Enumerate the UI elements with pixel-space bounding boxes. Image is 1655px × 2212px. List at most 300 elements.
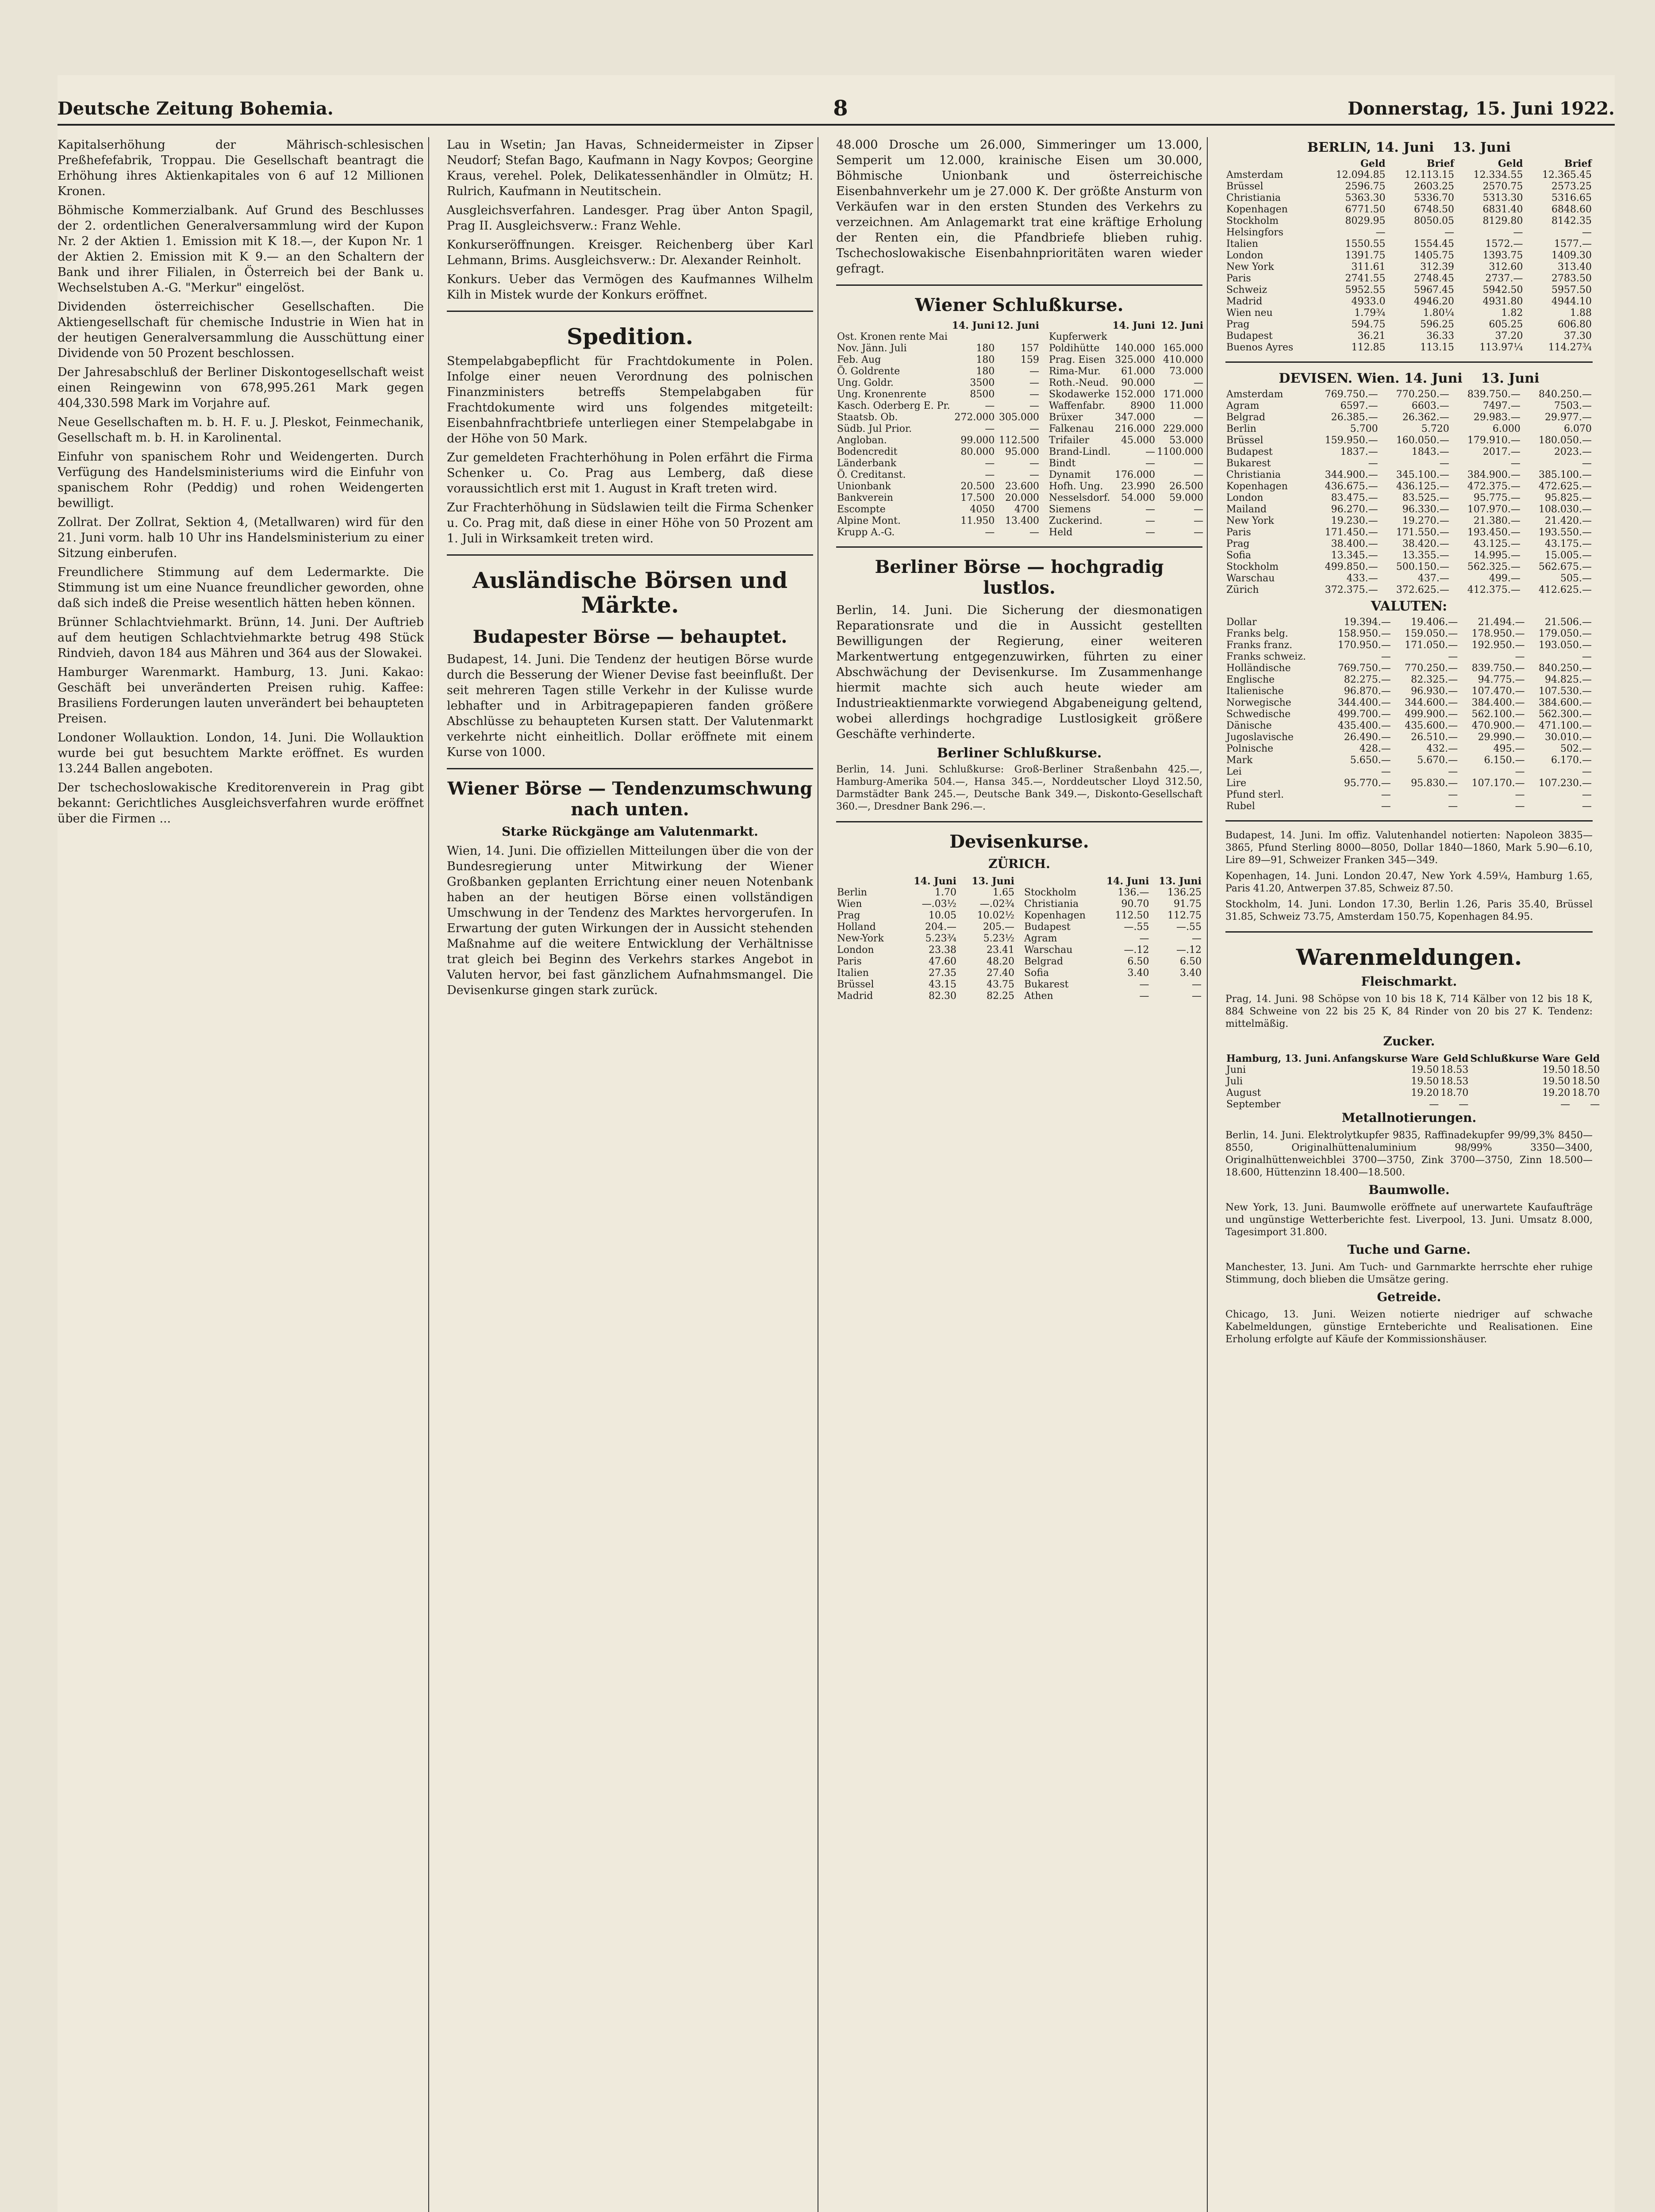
table-cell: 29.983.—	[1473, 412, 1521, 423]
table-cell: 12.365.45	[1542, 169, 1592, 180]
row-label: Brand-Lindl.	[1049, 446, 1111, 457]
table-cell: —	[1515, 801, 1525, 812]
section-title-spedition: Spedition.	[566, 323, 694, 349]
table-cell: 7503.—	[1554, 400, 1592, 411]
table-cell: 26.500	[1169, 481, 1204, 492]
table-row	[1225, 169, 1593, 181]
baumwolle-title: Baumwolle.	[1368, 1183, 1450, 1197]
table-cell: —	[1192, 991, 1202, 1002]
row-label: September	[1226, 1099, 1281, 1110]
row-label: Norwegische	[1226, 697, 1291, 708]
devisenkurse-title: Devisenkurse.	[949, 831, 1089, 852]
table-cell: —	[1029, 377, 1040, 388]
row-label: Roth.-Neud.	[1049, 377, 1109, 388]
table-row	[836, 331, 1040, 343]
article: Budapest, 14. Juni. Im offiz. Valutenhandel notierten: Napoleon 3835—3865, Pfund Sterling 8000—8050, Dollar 1840—1860, Mark 5.90—6.10, Lire 89—91, Schweizer Franken 345—349.	[1225, 830, 1593, 866]
table-cell: —	[1582, 789, 1592, 800]
row-label: Lire	[1226, 778, 1247, 789]
table-row	[836, 354, 1040, 366]
row-label: Franks schweiz.	[1226, 651, 1306, 662]
table-cell: 433.—	[1346, 573, 1378, 584]
table-cell: 1843.—	[1411, 446, 1449, 457]
table-cell: 5.650.—	[1350, 755, 1391, 766]
table-row	[1023, 968, 1202, 979]
table-row	[1225, 273, 1593, 284]
table-cell: —	[1145, 458, 1156, 469]
table-cell: 82.25	[987, 991, 1014, 1002]
table-row	[1048, 446, 1204, 458]
table-cell: 152.000	[1115, 389, 1156, 400]
table-cell: 43.75	[987, 979, 1014, 990]
table-row	[1225, 801, 1593, 812]
article: Brünner Schlachtviehmarkt. Brünn, 14. Juni. Der Auftrieb auf dem heutigen Schlachtviehmarkte betrug 498 Stück Rindvieh, davon 184 aus Mähren und 364 aus der Slowakei.	[58, 615, 424, 660]
row-label: London	[1226, 492, 1263, 503]
table-cell: 562.675.—	[1539, 561, 1592, 572]
table-cell: 305.000	[999, 412, 1040, 423]
table-row	[1048, 354, 1204, 366]
row-label: Zürich	[1226, 584, 1259, 595]
article: Kopenhagen, 14. Juni. London 20.47, New York 4.59¼, Hamburg 1.65, Paris 41.20, Antwerpen 37.85, Schweiz 87.50.	[1225, 871, 1593, 894]
column-header: 13. Juni	[971, 876, 1014, 887]
row-label: Englische	[1226, 674, 1275, 685]
table-cell: 6.50	[1127, 956, 1149, 967]
table-cell: —	[1510, 458, 1521, 469]
row-label: Siemens	[1049, 504, 1091, 515]
table-cell: 94.825.—	[1545, 674, 1592, 685]
table-row	[1225, 261, 1593, 273]
row-label: Madrid	[1226, 296, 1263, 307]
newspaper-name: Deutsche Zeitung Bohemia.	[58, 98, 334, 119]
column-header: Geld	[1443, 1053, 1469, 1064]
table-cell: 8129.80	[1482, 215, 1523, 227]
table-cell: —	[1145, 527, 1156, 538]
table-cell: —	[1439, 458, 1449, 469]
table-cell: 176.000	[1115, 469, 1156, 480]
table-cell: 95.775.—	[1473, 492, 1521, 503]
row-label: Kopenhagen	[1024, 910, 1086, 921]
table-row	[1225, 663, 1593, 674]
table-cell: —	[1582, 458, 1592, 469]
table-cell: 61.000	[1121, 366, 1156, 377]
table-cell: 5967.45	[1414, 284, 1455, 296]
table-row	[1048, 366, 1204, 377]
table-row	[836, 469, 1040, 481]
table-row	[1225, 330, 1593, 342]
table-cell: 1.65	[993, 887, 1014, 898]
table-cell: —.12	[1124, 945, 1149, 956]
columns	[58, 137, 1615, 2212]
table-cell: —	[1194, 377, 1204, 388]
table-cell: 171.000	[1163, 389, 1204, 400]
table-cell: —	[1029, 400, 1040, 411]
table-row	[1225, 1076, 1601, 1087]
table-cell: 8900	[1130, 400, 1156, 411]
table-row	[1225, 400, 1593, 412]
table-cell: —.02¾	[979, 899, 1014, 910]
table-cell: 4933.0	[1351, 296, 1386, 307]
table-row	[836, 481, 1040, 492]
table-cell: 136.—	[1117, 887, 1149, 898]
table-cell: 6848.60	[1551, 204, 1592, 215]
table-cell: —	[1029, 366, 1040, 377]
zucker-table	[1225, 1053, 1601, 1110]
table-row	[1048, 435, 1204, 446]
table-cell: —	[1444, 227, 1455, 238]
table-cell: 4946.20	[1414, 296, 1455, 307]
table-cell: —	[1513, 227, 1523, 238]
table-cell: 13.355.—	[1402, 550, 1449, 561]
column-header: 14. Juni	[1106, 876, 1149, 887]
table-cell: 26.385.—	[1331, 412, 1378, 423]
article: Kapitalserhöhung der Mährisch-schlesischen Preßhefefabrik, Troppau. Die Gesellschaft beantragt die Erhöhung ihres Aktienkapitales von 6 auf 12 Millionen Kronen.	[58, 138, 424, 198]
table-row	[836, 922, 1015, 933]
row-label: Warschau	[1024, 945, 1073, 956]
table-row	[1023, 899, 1202, 910]
row-label: Nesselsdorf.	[1049, 492, 1110, 503]
devisen-table-left	[836, 876, 1015, 1002]
table-cell: 344.400.—	[1337, 697, 1391, 708]
table-cell: 107.170.—	[1471, 778, 1525, 789]
table-cell: 205.—	[983, 922, 1014, 933]
row-label: Staatsb. Ob.	[837, 412, 898, 423]
table-cell: 112.500	[999, 435, 1040, 446]
row-label: Christiania	[1226, 192, 1281, 204]
table-cell: 840.250.—	[1539, 663, 1592, 674]
table-cell: 1572.—	[1485, 238, 1523, 250]
table-cell: 605.25	[1489, 319, 1523, 330]
table-cell: 12.334.55	[1473, 169, 1523, 180]
valuten-title: VALUTEN:	[1371, 599, 1448, 614]
wiener-schlusskurse-tables	[836, 320, 1202, 538]
table-cell: 193.550.—	[1539, 527, 1592, 538]
table-cell: 313.40	[1558, 261, 1592, 273]
table-row	[836, 389, 1040, 400]
table-cell: 5.23½	[983, 933, 1014, 944]
table-cell: —.03½	[922, 899, 956, 910]
table-cell: 18.70	[1572, 1087, 1600, 1098]
table-cell: 47.60	[928, 956, 956, 967]
table-row	[1225, 492, 1593, 504]
table-cell: 410.000	[1163, 354, 1204, 365]
table-cell: 2741.55	[1345, 273, 1386, 284]
table-cell: 2603.25	[1414, 181, 1455, 192]
row-label: Ung. Kronenrente	[837, 389, 926, 400]
table-row	[1048, 423, 1204, 435]
table-cell: 1391.75	[1345, 250, 1386, 261]
table-cell: 4944.10	[1551, 296, 1592, 307]
table-cell: —	[985, 527, 995, 538]
table-cell: 3.40	[1127, 968, 1149, 979]
table-cell: 18.53	[1440, 1076, 1469, 1087]
article: Prag, 14. Juni. 98 Schöpse von 10 bis 18 K, 714 Kälber von 12 bis 18 K, 884 Schweine von 22 bis 25 K, 84 Rinder von 20 bis 27 K. Tendenz: mittelmäßig.	[1225, 994, 1593, 1029]
table-cell: 384.400.—	[1471, 697, 1525, 708]
table-row	[1048, 515, 1204, 527]
row-label: Belgrad	[1226, 412, 1266, 423]
table-cell: 108.030.—	[1539, 504, 1592, 515]
table-cell: 10.05	[928, 910, 956, 921]
divider	[836, 546, 1202, 548]
table-cell: 432.—	[1426, 743, 1458, 754]
table-cell: 19.270.—	[1402, 515, 1449, 526]
table-cell: 5316.65	[1551, 192, 1592, 204]
table-row	[1225, 1087, 1601, 1099]
table-row	[1225, 628, 1593, 640]
table-cell: —	[1459, 1099, 1469, 1110]
table-cell: 45.000	[1121, 435, 1156, 446]
table-cell: —	[1029, 389, 1040, 400]
table-cell: 495.—	[1493, 743, 1525, 754]
article: Zur gemeldeten Frachterhöhung in Polen erfährt die Firma Schenker u. Co. Prag aus Lemberg, daß diese voraussichtlich erst mit 1. August in Kraft treten wird.	[447, 451, 813, 495]
table-cell: 95.000	[1005, 446, 1040, 457]
table-cell: 272.000	[954, 412, 995, 423]
table-cell: 2573.25	[1551, 181, 1592, 192]
table-row	[1225, 192, 1593, 204]
table-row	[1225, 674, 1593, 686]
article: Berlin, 14. Juni. Die Sicherung der diesmonatigen Reparationsrate und die in Aussicht gestellten Bewilligungen der Regierung, einer weiteren Markentwertung entgegenzuwirken, führten zu einer Abschwächung der Devisenkurse. Im Zusammenhange hiermit machte sich auch heute wieder am Industrieaktienmarkte vorwiegend Abgabeneigung geltend, wobei allerdings hochgradige Lustlosigkeit größere Geschäfte verhinderte.	[836, 603, 1202, 741]
table-cell: 1577.—	[1554, 238, 1592, 250]
table-row	[1225, 227, 1593, 238]
table-row	[1225, 412, 1593, 423]
table-row	[1023, 887, 1202, 899]
row-label: Mailand	[1226, 504, 1267, 515]
row-label: Stockholm	[1226, 561, 1279, 572]
table-row	[1023, 922, 1202, 933]
row-label: Paris	[1226, 527, 1251, 538]
table-cell: 2737.—	[1485, 273, 1523, 284]
row-label: Christiania	[1226, 469, 1281, 480]
table-cell: 26.490.—	[1344, 732, 1391, 743]
table-cell: 107.230.—	[1539, 778, 1592, 789]
table-cell: 435.400.—	[1337, 720, 1391, 731]
table-row	[1225, 720, 1593, 732]
table-row	[1225, 686, 1593, 697]
row-label: Kopenhagen	[1226, 481, 1288, 492]
article: 48.000 Drosche um 26.000, Simmeringer um 13.000, Semperit um 12.000, krainische Eisen um 30.000, Böhmische Unionbank und österreichische Eisenbahnverkehr um je 27.000 K. Der größte Ansturm von Verkäufen war in den ersten Stunden des Verkehrs zu verzeichnen. Am Anlagemarkt trat eine kräftige Erholung der Renten ein, die Pfandbriefe blieben ruhig. Tschechoslowakische Eisenbahnprioritäten waren wieder gefragt.	[836, 138, 1202, 276]
table-cell: 2748.45	[1414, 273, 1455, 284]
devisen-table-right	[1023, 876, 1202, 1002]
table-cell: 160.050.—	[1396, 435, 1449, 446]
divider	[1225, 361, 1593, 363]
table-cell: 140.000	[1115, 343, 1156, 354]
issue-date: Donnerstag, 15. Juni 1922.	[1348, 98, 1615, 119]
table-row	[836, 423, 1040, 435]
table-cell: 312.60	[1489, 261, 1523, 273]
table-cell: 1393.75	[1482, 250, 1523, 261]
table-cell: 95.770.—	[1344, 778, 1391, 789]
row-label: Amsterdam	[1226, 169, 1283, 180]
row-label: Agram	[1226, 400, 1259, 411]
table-cell: 18.70	[1440, 1087, 1469, 1098]
row-label: Paris	[837, 956, 862, 967]
table-cell: 435.600.—	[1405, 720, 1458, 731]
table-cell: 562.100.—	[1471, 709, 1525, 720]
table-row	[1048, 377, 1204, 389]
row-label: Franks belg.	[1226, 628, 1288, 639]
table-row	[1225, 504, 1593, 515]
table-cell: 36.21	[1357, 330, 1386, 342]
table-row	[1023, 991, 1202, 1002]
berlin-rates-date: BERLIN, 14. Juni	[1307, 140, 1434, 155]
table-cell	[1111, 331, 1156, 343]
divider	[836, 284, 1202, 286]
table-cell: 4050	[970, 504, 995, 515]
devisen-wien-date: DEVISEN. Wien. 14. Juni	[1279, 371, 1463, 386]
row-label: Christiania	[1024, 899, 1079, 910]
table-cell: 562.325.—	[1467, 561, 1521, 572]
table-cell: 562.300.—	[1539, 709, 1592, 720]
table-cell: 499.—	[1489, 573, 1521, 584]
table-cell: 159.950.—	[1325, 435, 1378, 446]
table-cell: 1.88	[1570, 307, 1592, 319]
article: Freundlichere Stimmung auf dem Ledermarkte. Die Stimmung ist um eine Nuance freundlicher geworden, ohne daß sich indeß die Preise wesentlich hätten heben können.	[58, 565, 424, 610]
table-cell: 23.990	[1121, 481, 1156, 492]
table-cell: 436.125.—	[1396, 481, 1449, 492]
row-label: Brüssel	[837, 979, 874, 990]
table-cell: 171.050.—	[1405, 640, 1458, 651]
table-cell: 471.100.—	[1539, 720, 1592, 731]
row-label: Berlin	[1226, 423, 1256, 434]
table-cell: —	[1368, 458, 1378, 469]
table-cell: 82.325.—	[1411, 674, 1458, 685]
table-cell: 14.995.—	[1473, 550, 1521, 561]
table-cell: 216.000	[1115, 423, 1156, 434]
row-label: Südb. Jul Prior.	[837, 423, 912, 434]
table-cell: 412.625.—	[1539, 584, 1592, 595]
table-cell: 19.406.—	[1411, 617, 1458, 628]
table-cell: 91.75	[1174, 899, 1202, 910]
table-cell: 90.70	[1121, 899, 1149, 910]
table-cell: 1550.55	[1345, 238, 1386, 250]
table-cell: 13.400	[1005, 515, 1040, 526]
table-cell: 107.970.—	[1467, 504, 1521, 515]
table-row	[1023, 933, 1202, 945]
table-row	[1225, 215, 1593, 227]
row-label: Jugoslavische	[1226, 732, 1294, 743]
table-cell: 8050.05	[1414, 215, 1455, 227]
table-cell: 472.375.—	[1467, 481, 1521, 492]
article: Berlin, 14. Juni. Schlußkurse: Groß-Berliner Straßenbahn 425.—, Hamburg-Amerika 504.—, Hansa 345.—, Norddeutscher Lloyd 312.50, Darmstädter Bank 245.—, Deutsche Bank 349.—, Diskonto-Gesellschaft 360.—, Dresdner Bank 296.—.	[836, 764, 1202, 812]
table-cell: 83.475.—	[1331, 492, 1378, 503]
column-header	[836, 320, 951, 331]
row-label: Brüssel	[1226, 181, 1263, 192]
table-cell: —	[1582, 227, 1592, 238]
table-row	[1225, 238, 1593, 250]
table-row	[1225, 573, 1593, 584]
row-label: New York	[1226, 515, 1274, 526]
table-cell: —	[1139, 979, 1149, 990]
row-label: Ö. Goldrente	[837, 366, 900, 377]
column-header: 14. Juni	[1112, 320, 1156, 331]
column-header: 12. Juni	[1160, 320, 1204, 331]
table-cell: 5.720	[1421, 423, 1449, 434]
table-cell: —	[1381, 651, 1391, 662]
column-header	[1048, 320, 1111, 331]
table-cell: 3.40	[1180, 968, 1202, 979]
table-row	[836, 366, 1040, 377]
row-label: Budapest	[1024, 922, 1071, 933]
table-row	[1023, 945, 1202, 956]
article: Londoner Wollauktion. London, 14. Juni. Die Wollauktion wurde bei gut besuchtem Markte eröffnet. Es wurden 13.244 Ballen angeboten.	[58, 731, 424, 776]
article: Dividenden österreichischer Gesellschaften. Die Aktiengesellschaft für chemische Industrie in Wien hat in der heutigen Generalversammlung die Ausschüttung einer Dividende von 50 Prozent beschlossen.	[58, 300, 424, 360]
divider	[1225, 820, 1593, 822]
row-label: Kupferwerk	[1049, 331, 1107, 342]
kurse-table-left	[836, 320, 1040, 538]
table-cell: 37.30	[1564, 330, 1592, 342]
table-cell: 18.50	[1572, 1076, 1600, 1087]
row-label: Buenos Ayres	[1226, 342, 1294, 353]
row-label: Escompte	[837, 504, 886, 515]
table-cell: 29.977.—	[1545, 412, 1592, 423]
table-row	[1048, 400, 1204, 412]
row-label: Poldihütte	[1049, 343, 1100, 354]
row-label: Franks franz.	[1226, 640, 1293, 651]
table-cell: —	[1145, 446, 1156, 457]
table-row	[1048, 527, 1204, 538]
row-label: London	[1226, 250, 1263, 261]
row-label: Alpine Mont.	[837, 515, 901, 526]
table-cell	[995, 331, 1040, 343]
article: Konkurs. Ueber das Vermögen des Kaufmannes Wilhelm Kilh in Mistek wurde der Konkurs eröffnet.	[447, 273, 813, 302]
table-row	[1225, 319, 1593, 330]
table-row	[1225, 204, 1593, 215]
table-cell: 6.170.—	[1551, 755, 1592, 766]
row-label: Unionbank	[837, 481, 891, 492]
table-cell: —	[1515, 766, 1525, 777]
row-label: Bankverein	[837, 492, 893, 503]
table-cell: 23.41	[987, 945, 1014, 956]
table-cell: 505.—	[1560, 573, 1592, 584]
table-cell: 5313.30	[1482, 192, 1523, 204]
table-cell: —	[1515, 789, 1525, 800]
table-cell: 83.525.—	[1402, 492, 1449, 503]
table-cell: 502.—	[1560, 743, 1592, 754]
column-1	[58, 137, 429, 2212]
table-cell: 171.550.—	[1396, 527, 1449, 538]
row-label: Belgrad	[1024, 956, 1064, 967]
table-cell: 19.394.—	[1344, 617, 1391, 628]
table-cell: 6.50	[1180, 956, 1202, 967]
table-cell: 178.950.—	[1471, 628, 1525, 639]
table-row	[1225, 766, 1593, 778]
table-cell: 2596.75	[1345, 181, 1386, 192]
table-cell: 769.750.—	[1325, 389, 1378, 400]
table-cell: —	[1375, 227, 1386, 238]
getreide-title: Getreide.	[1377, 1290, 1441, 1304]
row-label: Berlin	[837, 887, 867, 898]
table-cell: 21.380.—	[1473, 515, 1521, 526]
article: Einfuhr von spanischem Rohr und Weidengerten. Durch Verfügung des Handelsministeriums wird die Einfuhr von spanischem Rohr (Peddig) und rohen Weidengerten bewilligt.	[58, 450, 424, 510]
table-cell: 4700	[1014, 504, 1040, 515]
table-cell: 26.362.—	[1402, 412, 1449, 423]
column-header	[1023, 876, 1098, 887]
table-row	[1225, 181, 1593, 192]
table-cell: 96.270.—	[1331, 504, 1378, 515]
divider	[836, 821, 1202, 822]
table-cell: 11.950	[960, 515, 995, 526]
table-cell: 412.375.—	[1467, 584, 1521, 595]
table-cell: 1405.75	[1414, 250, 1455, 261]
table-row	[1225, 389, 1593, 400]
table-row	[1225, 651, 1593, 663]
table-cell: 17.500	[960, 492, 995, 503]
tuche-title: Tuche und Garne.	[1347, 1242, 1471, 1257]
table-cell: 345.100.—	[1396, 469, 1449, 480]
table-cell: —	[985, 423, 995, 434]
table-cell: 59.000	[1169, 492, 1204, 503]
table-cell: 6831.40	[1482, 204, 1523, 215]
table-row	[1048, 481, 1204, 492]
column-header: Brief	[1564, 158, 1592, 169]
